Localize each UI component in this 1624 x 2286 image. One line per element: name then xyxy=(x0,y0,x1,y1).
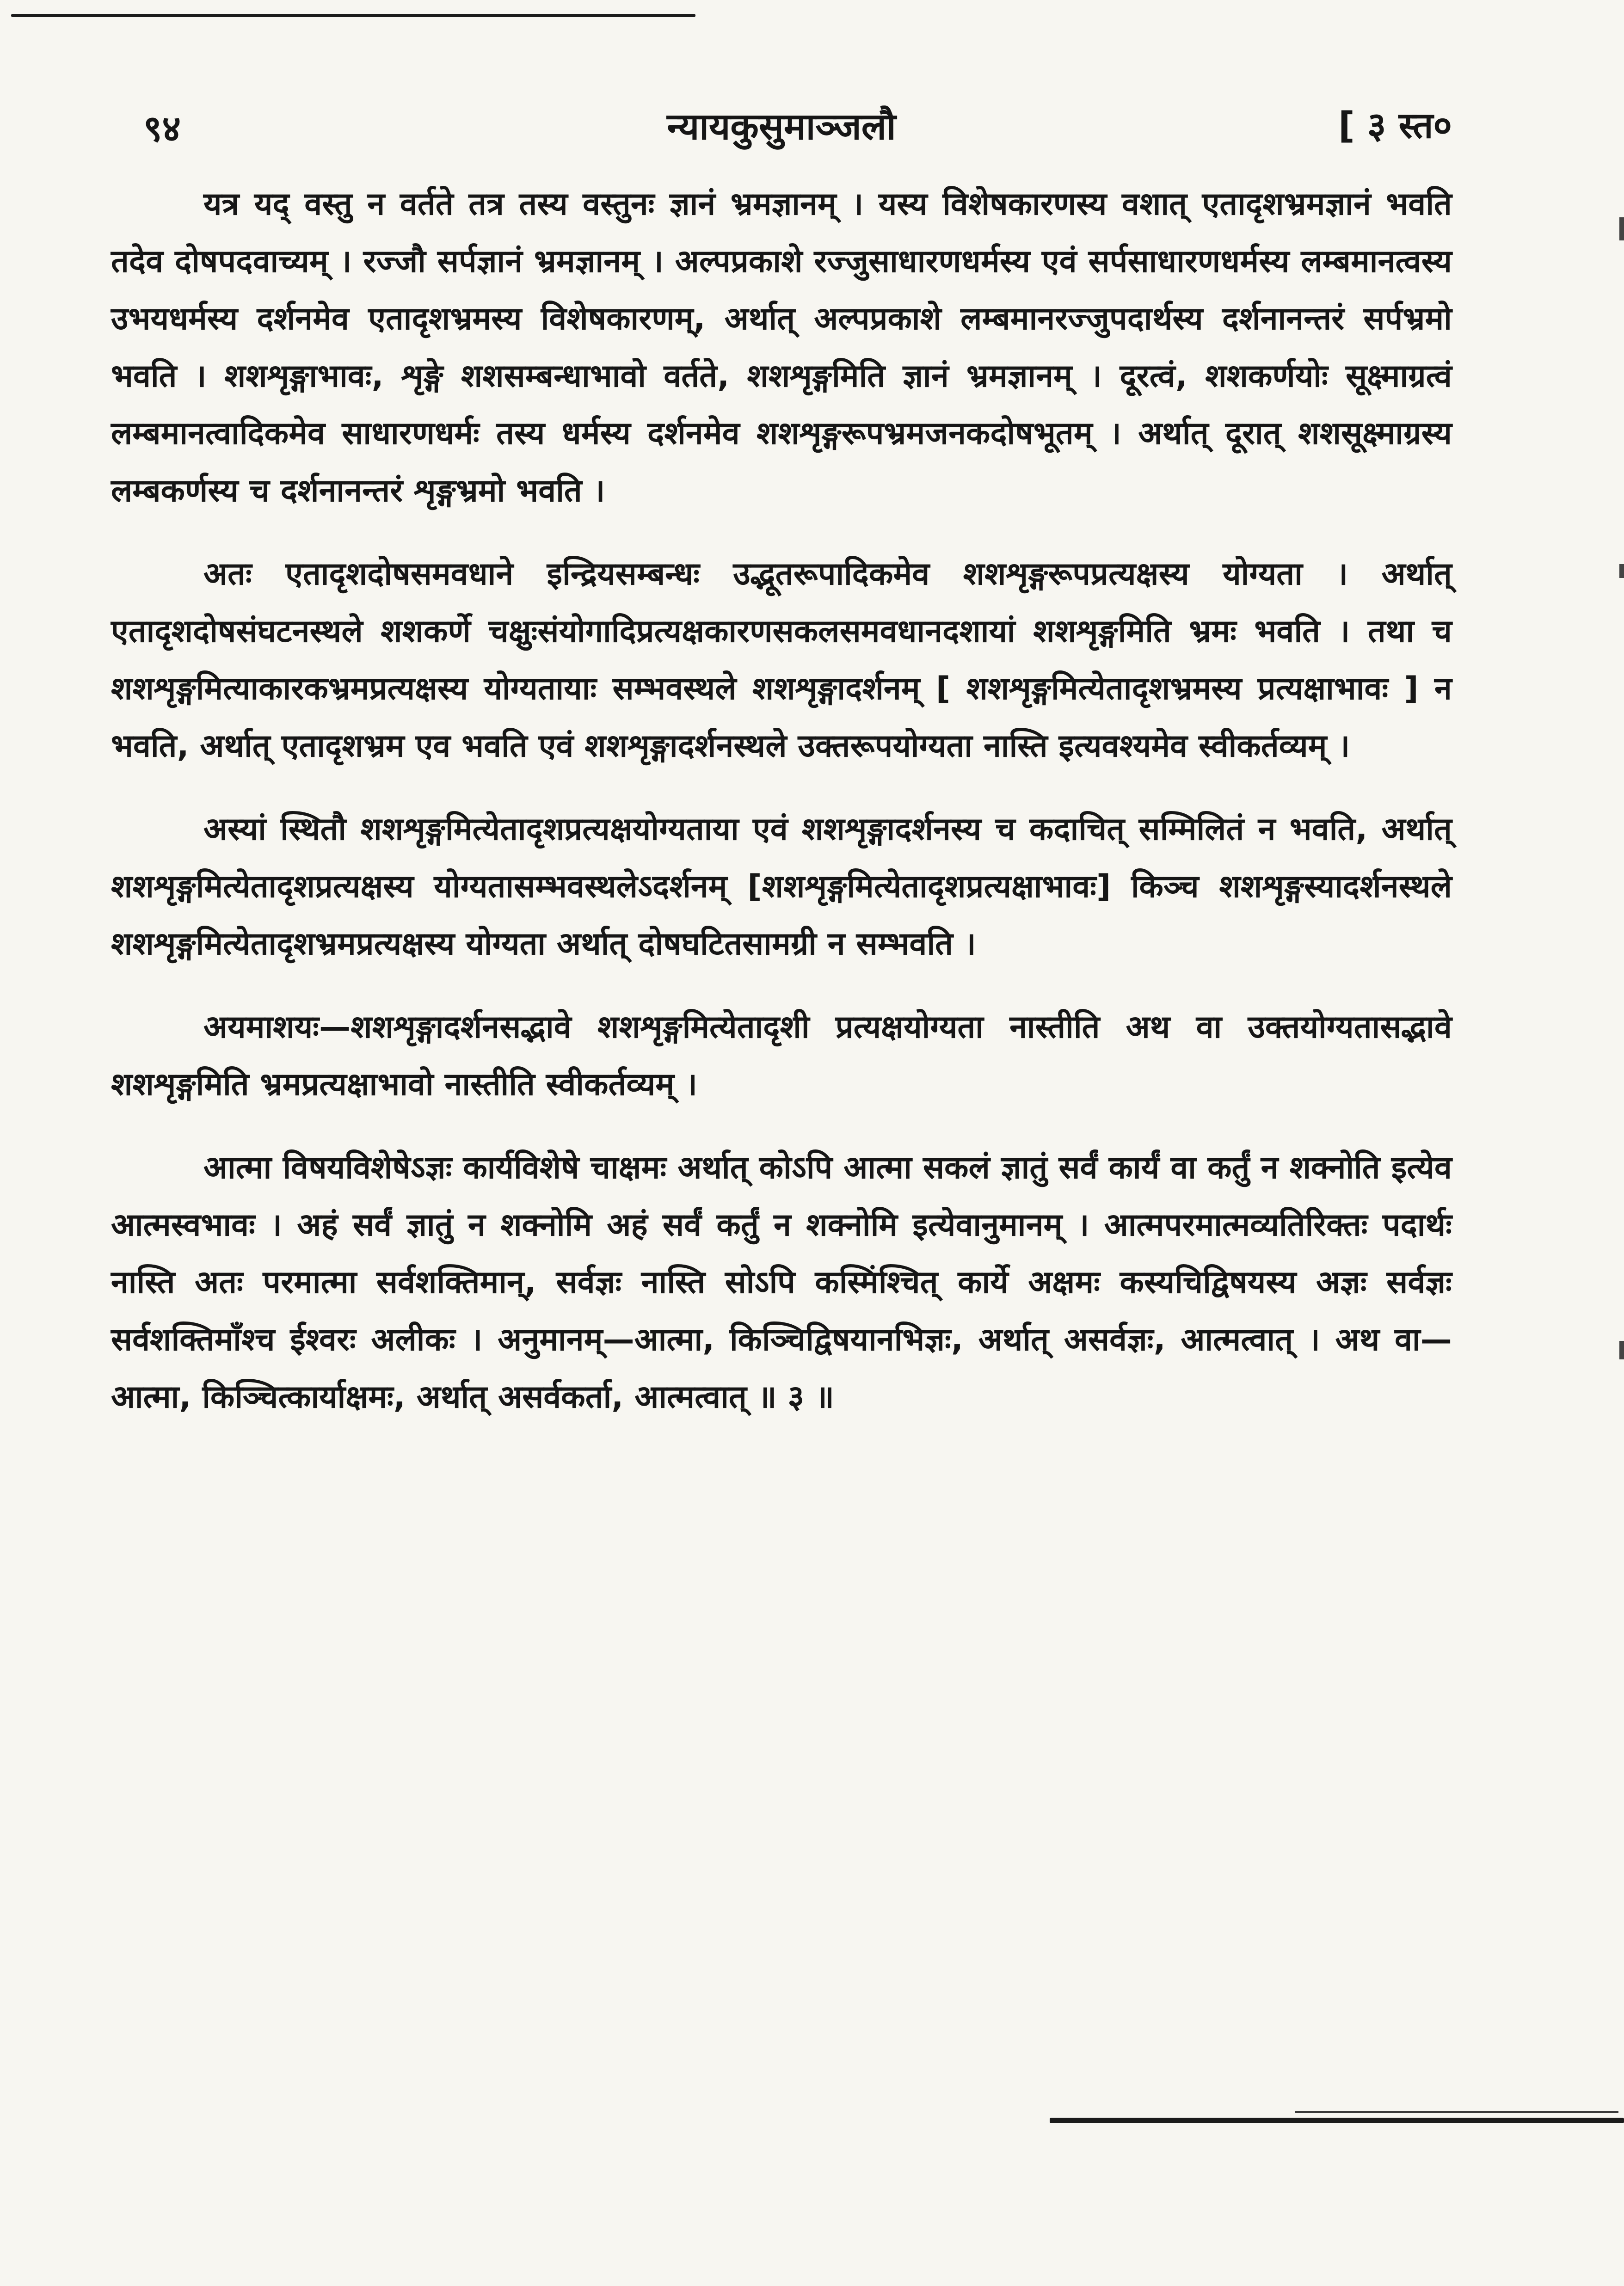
top-rule xyxy=(11,14,695,17)
paragraph-5: आत्मा विषयविशेषेऽज्ञः कार्यविशेषे चाक्षमः अर्थात् कोऽपि आत्मा सकलं ज्ञातुं सर्वं कार्यं वा कर्तुं न शक्नोति इत्येव आत्मस्वभावः । अहं सर्वं ज्ञातुं न शक्नोमि अहं सर्वं कर्तुं न शक्नोमि इत्येवानुमानम् । आत्मपरमात्मव्यतिरिक्तः पदार्थः नास्ति अतः परमात्मा सर्वशक्तिमान्, सर्वज्ञः नास्ति सोऽपि कस्मिंश्चित् कार्ये अक्षमः कस्यचिद्विषयस्य अज्ञः सर्वज्ञः सर्वशक्तिमाँश्च ईश्वरः अलीकः । अनुमानम्—आत्मा, किञ्चिद्विषयानभिज्ञः, अर्थात् असर्वज्ञः, आत्मत्वात् । अथ वा—आत्मा, किञ्चित्कार्याक्षमः, अर्थात् असर्वकर्ता, आत्मत्वात् ॥ ३ ॥ xyxy=(111,1149,1452,1415)
bottom-rule-thin xyxy=(1295,2111,1618,2113)
right-edge-mark xyxy=(1619,564,1624,578)
section-reference: [ ३ स्त० xyxy=(1338,105,1452,147)
page-header xyxy=(111,102,1452,166)
page-body xyxy=(111,176,1452,1426)
page xyxy=(111,102,1452,2090)
paragraph-3: अस्यां स्थितौ शशशृङ्गमित्येतादृशप्रत्यक्षयोग्यताया एवं शशशृङ्गादर्शनस्य च कदाचित् सम्मिलितं न भवति, अर्थात् शशशृङ्गमित्येतादृशप्रत्यक्षस्य योग्यतासम्भवस्थलेऽदर्शनम् [शशशृङ्गमित्येतादृशप्रत्यक्षाभावः] किञ्च शशशृङ्गस्यादर्शनस्थले शशशृङ्गमित्येतादृशभ्रमप्रत्यक्षस्य योग्यता अर्थात् दोषघटितसामग्री न सम्भवति । xyxy=(111,811,1452,962)
page-number: ९४ xyxy=(143,108,181,150)
right-edge-mark xyxy=(1619,1341,1624,1359)
paragraph-2: अतः एतादृशदोषसमवधाने इन्द्रियसम्बन्धः उद्भूतरूपादिकमेव शशशृङ्गरूपप्रत्यक्षस्य योग्यता । अर्थात् एतादृशदोषसंघटनस्थले शशकर्णे चक्षुःसंयोगादिप्रत्यक्षकारणसकलसमवधानदशायां शशशृङ्गमिति भ्रमः भवति । तथा च शशशृङ्गमित्याकारकभ्रमप्रत्यक्षस्य योग्यतायाः सम्भवस्थले शशशृङ्गादर्शनम् [ शशशृङ्गमित्येतादृशभ्रमस्य प्रत्यक्षाभावः ] न भवति, अर्थात् एतादृशभ्रम एव भवति एवं शशशृङ्गादर्शनस्थले उक्तरूपयोग्यता नास्ति इत्यवश्यमेव स्वीकर्तव्यम् । xyxy=(111,556,1452,764)
paragraph-1: यत्र यद् वस्तु न वर्तते तत्र तस्य वस्तुनः ज्ञानं भ्रमज्ञानम् । यस्य विशेषकारणस्य वशात् एतादृशभ्रमज्ञानं भवति तदेव दोषपदवाच्यम् । रज्जौ सर्पज्ञानं भ्रमज्ञानम् । अल्पप्रकाशे रज्जुसाधारणधर्मस्य एवं सर्पसाधारणधर्मस्य लम्बमानत्वस्य उभयधर्मस्य दर्शनमेव एतादृशभ्रमस्य विशेषकारणम्, अर्थात् अल्पप्रकाशे लम्बमानरज्जुपदार्थस्य दर्शनानन्तरं सर्पभ्रमो भवति । शशशृङ्गाभावः, शृङ्गे शशसम्बन्धाभावो वर्तते, शशशृङ्गमिति ज्ञानं भ्रमज्ञानम् । दूरत्वं, शशकर्णयोः सूक्ष्माग्रत्वं लम्बमानत्वादिकमेव साधारणधर्मः तस्य धर्मस्य दर्शनमेव शशशृङ्गरूपभ्रमजनकदोषभूतम् । अर्थात् दूरात् शशसूक्ष्माग्रस्य लम्बकर्णस्य च दर्शनानन्तरं शृङ्गभ्रमो भवति । xyxy=(111,186,1452,509)
right-edge-mark xyxy=(1619,217,1624,240)
running-title: न्यायकुसुमाञ्जलौ xyxy=(667,105,896,148)
paragraph-4: अयमाशयः—शशशृङ्गादर्शनसद्भावे शशशृङ्गमित्येतादृशी प्रत्यक्षयोग्यता नास्तीति अथ वा उक्तयोग्यतासद्भावे शशशृङ्गमिति भ्रमप्रत्यक्षाभावो नास्तीति स्वीकर्तव्यम् । xyxy=(111,1009,1452,1103)
bottom-rule xyxy=(1050,2118,1624,2123)
